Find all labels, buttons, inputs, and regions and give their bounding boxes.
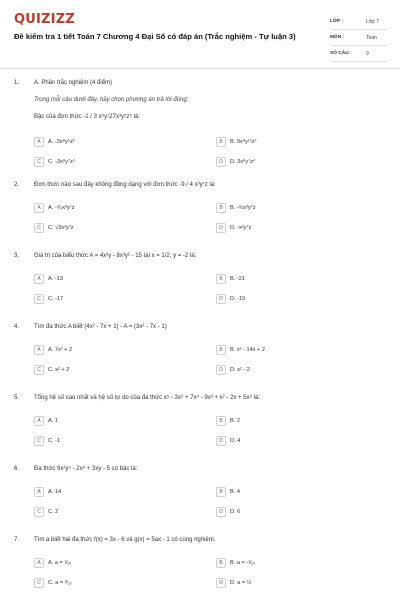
option-letter: C [34, 365, 44, 375]
option-c[interactable] [34, 222, 74, 234]
option-letter: D [216, 578, 226, 588]
option-a[interactable] [34, 486, 61, 498]
option-letter: B [216, 274, 226, 284]
question-text: Tìm đa thức A biết (4x² - 7x + 1) - A = (3x² - 7x - 1) [34, 324, 167, 330]
option-text: C. x² + 2 [48, 367, 70, 373]
option-letter: B [216, 137, 226, 147]
quizizz-logo: QUIZIZZ [14, 12, 75, 27]
option-c[interactable] [34, 435, 60, 447]
option-text: A. a = ¹⁄₁₀ [48, 560, 72, 566]
option-b[interactable] [216, 273, 245, 285]
meta-row-count [330, 46, 388, 62]
option-text: A. -13 [48, 276, 63, 282]
option-d[interactable] [216, 156, 255, 168]
option-letter: A [34, 274, 44, 284]
meta-row-subject [330, 30, 388, 46]
option-letter: C [34, 157, 44, 167]
option-text: A. 14 [48, 489, 62, 495]
option-text: D. 3x⁸y⁷z⁴ [230, 159, 256, 165]
meta-value: Lớp 7 [366, 18, 380, 25]
option-text: A. -⁴⁄₉x³y⁷z [48, 205, 75, 211]
meta-value: 9 [366, 50, 369, 57]
question-2 [0, 180, 400, 251]
question-number: 4. [14, 324, 20, 330]
option-text: B. a = -¹⁄₁₀ [230, 560, 256, 566]
question-text: Đa thức 9x²y⁴ - 2x⁸ + 3xy - 5 có bậc là: [34, 466, 138, 472]
question-6 [0, 464, 400, 535]
option-letter: D [216, 365, 226, 375]
page-header [0, 0, 400, 68]
option-c[interactable] [34, 506, 58, 518]
option-letter: B [216, 345, 226, 355]
option-d[interactable] [216, 577, 251, 589]
option-b[interactable] [216, 136, 257, 148]
option-letter: C [34, 223, 44, 233]
header-divider [0, 68, 400, 69]
question-number: 2. [14, 182, 20, 188]
option-text: C. 2 [48, 509, 59, 515]
option-letter: A [34, 137, 44, 147]
option-a[interactable] [34, 557, 71, 569]
meta-value: Toán [366, 34, 377, 41]
question-text: Tổng hệ số cao nhất và hệ số tự do của đa thức x⁵ - 3x⁶ + 7x⁴ - 9x³ + x² - 2x + 5x⁶ là: [34, 395, 260, 401]
option-b[interactable] [216, 202, 256, 214]
option-text: D. 6 [230, 509, 241, 515]
option-a[interactable] [34, 273, 63, 285]
option-text: A. -3x⁸y⁵z⁵ [48, 139, 76, 145]
question-number: 5. [14, 395, 20, 401]
meta-row-class [330, 14, 388, 30]
option-a[interactable] [34, 344, 72, 356]
option-letter: A [34, 558, 44, 568]
option-text: B. -⅔x³y⁷z [230, 205, 256, 211]
option-text: B. 2 [230, 418, 240, 424]
option-letter: D [216, 294, 226, 304]
option-text: D. x² - 2 [230, 367, 250, 373]
option-letter: B [216, 487, 226, 497]
question-4 [0, 322, 400, 393]
option-b[interactable] [216, 344, 265, 356]
option-text: C. -17 [48, 296, 64, 302]
question-7 [0, 535, 400, 597]
option-text: A. 7x² + 2 [48, 347, 73, 353]
option-letter: A [34, 416, 44, 426]
option-c[interactable] [34, 293, 63, 305]
option-letter: C [34, 578, 44, 588]
option-a[interactable] [34, 415, 58, 427]
option-text: B. 9x⁸y¹²z⁵ [230, 139, 257, 145]
question-3 [0, 251, 400, 322]
option-text: D. a = ½ [230, 580, 252, 586]
option-letter: D [216, 223, 226, 233]
option-text: D. -15 [230, 296, 246, 302]
question-1 [0, 74, 400, 180]
option-d[interactable] [216, 222, 251, 234]
document-title: Đề kiểm tra 1 tiết Toán 7 Chương 4 Đại Số có đáp án (Trắc nghiệm - Tự luận 3) [14, 32, 296, 41]
question-text: Bậc của đơn thức -1 / 3 x⁵y⁷27x³y⁵z⁵ là: [34, 114, 140, 120]
option-letter: C [34, 436, 44, 446]
option-letter: A [34, 203, 44, 213]
question-text: Tìm a biết hai đa thức f(x) = 3x - 6 và g(x) = 5ax - 1 có cùng nghiệm. [34, 537, 216, 543]
option-b[interactable] [216, 486, 240, 498]
option-letter: D [216, 507, 226, 517]
option-letter: A [34, 345, 44, 355]
section-instruction: Trong mỗi câu dưới đây, hãy chọn phương án trả lời đúng: [34, 97, 189, 103]
option-text: C. -1 [48, 438, 61, 444]
option-letter: B [216, 416, 226, 426]
question-5 [0, 393, 400, 464]
option-text: C. -3x⁸y⁷z³ [48, 159, 75, 165]
question-number: 6. [14, 466, 20, 472]
option-text: A. 1 [48, 418, 58, 424]
option-letter: A [34, 487, 44, 497]
option-letter: C [34, 294, 44, 304]
question-number: 1. [14, 80, 20, 86]
question-number: 7. [14, 537, 20, 543]
option-b[interactable] [216, 415, 240, 427]
option-a[interactable] [34, 202, 75, 214]
option-letter: B [216, 203, 226, 213]
meta-key: MÔN : [330, 35, 345, 40]
meta-key: SỐ CÂU : [330, 51, 352, 56]
question-number: 3. [14, 253, 20, 259]
meta-key: LỚP : [330, 19, 344, 24]
question-list [0, 74, 400, 597]
option-c[interactable] [34, 156, 75, 168]
option-d[interactable] [216, 364, 250, 376]
option-text: B. x² - 14x + 2 [230, 347, 265, 353]
question-text: Đơn thức nào sau đây không đồng dạng với đơn thức -9 / 4 x³y⁷z là: [34, 182, 216, 188]
option-text: C. √3x³y⁷z [48, 225, 74, 231]
option-letter: C [34, 507, 44, 517]
option-text: B. -21 [230, 276, 245, 282]
question-text: Giá trị của biểu thức A = 4x²y - 8x³y² - 15 tại x = 1/2, y = -2 là: [34, 253, 197, 259]
option-d[interactable] [216, 506, 240, 518]
option-letter: D [216, 157, 226, 167]
option-letter: D [216, 436, 226, 446]
option-text: B. 4 [230, 489, 240, 495]
option-text: C. a = ³⁄₁₀ [48, 580, 72, 586]
option-text: D. -x³y⁷z [230, 225, 252, 231]
option-d[interactable] [216, 293, 245, 305]
option-c[interactable] [34, 364, 69, 376]
option-a[interactable] [34, 136, 75, 148]
option-d[interactable] [216, 435, 240, 447]
option-c[interactable] [34, 577, 72, 589]
section-title: A. Phần trắc nghiệm (4 điểm) [34, 80, 113, 86]
option-text: D. 4 [230, 438, 241, 444]
option-b[interactable] [216, 557, 255, 569]
meta-table [330, 14, 388, 62]
option-letter: B [216, 558, 226, 568]
